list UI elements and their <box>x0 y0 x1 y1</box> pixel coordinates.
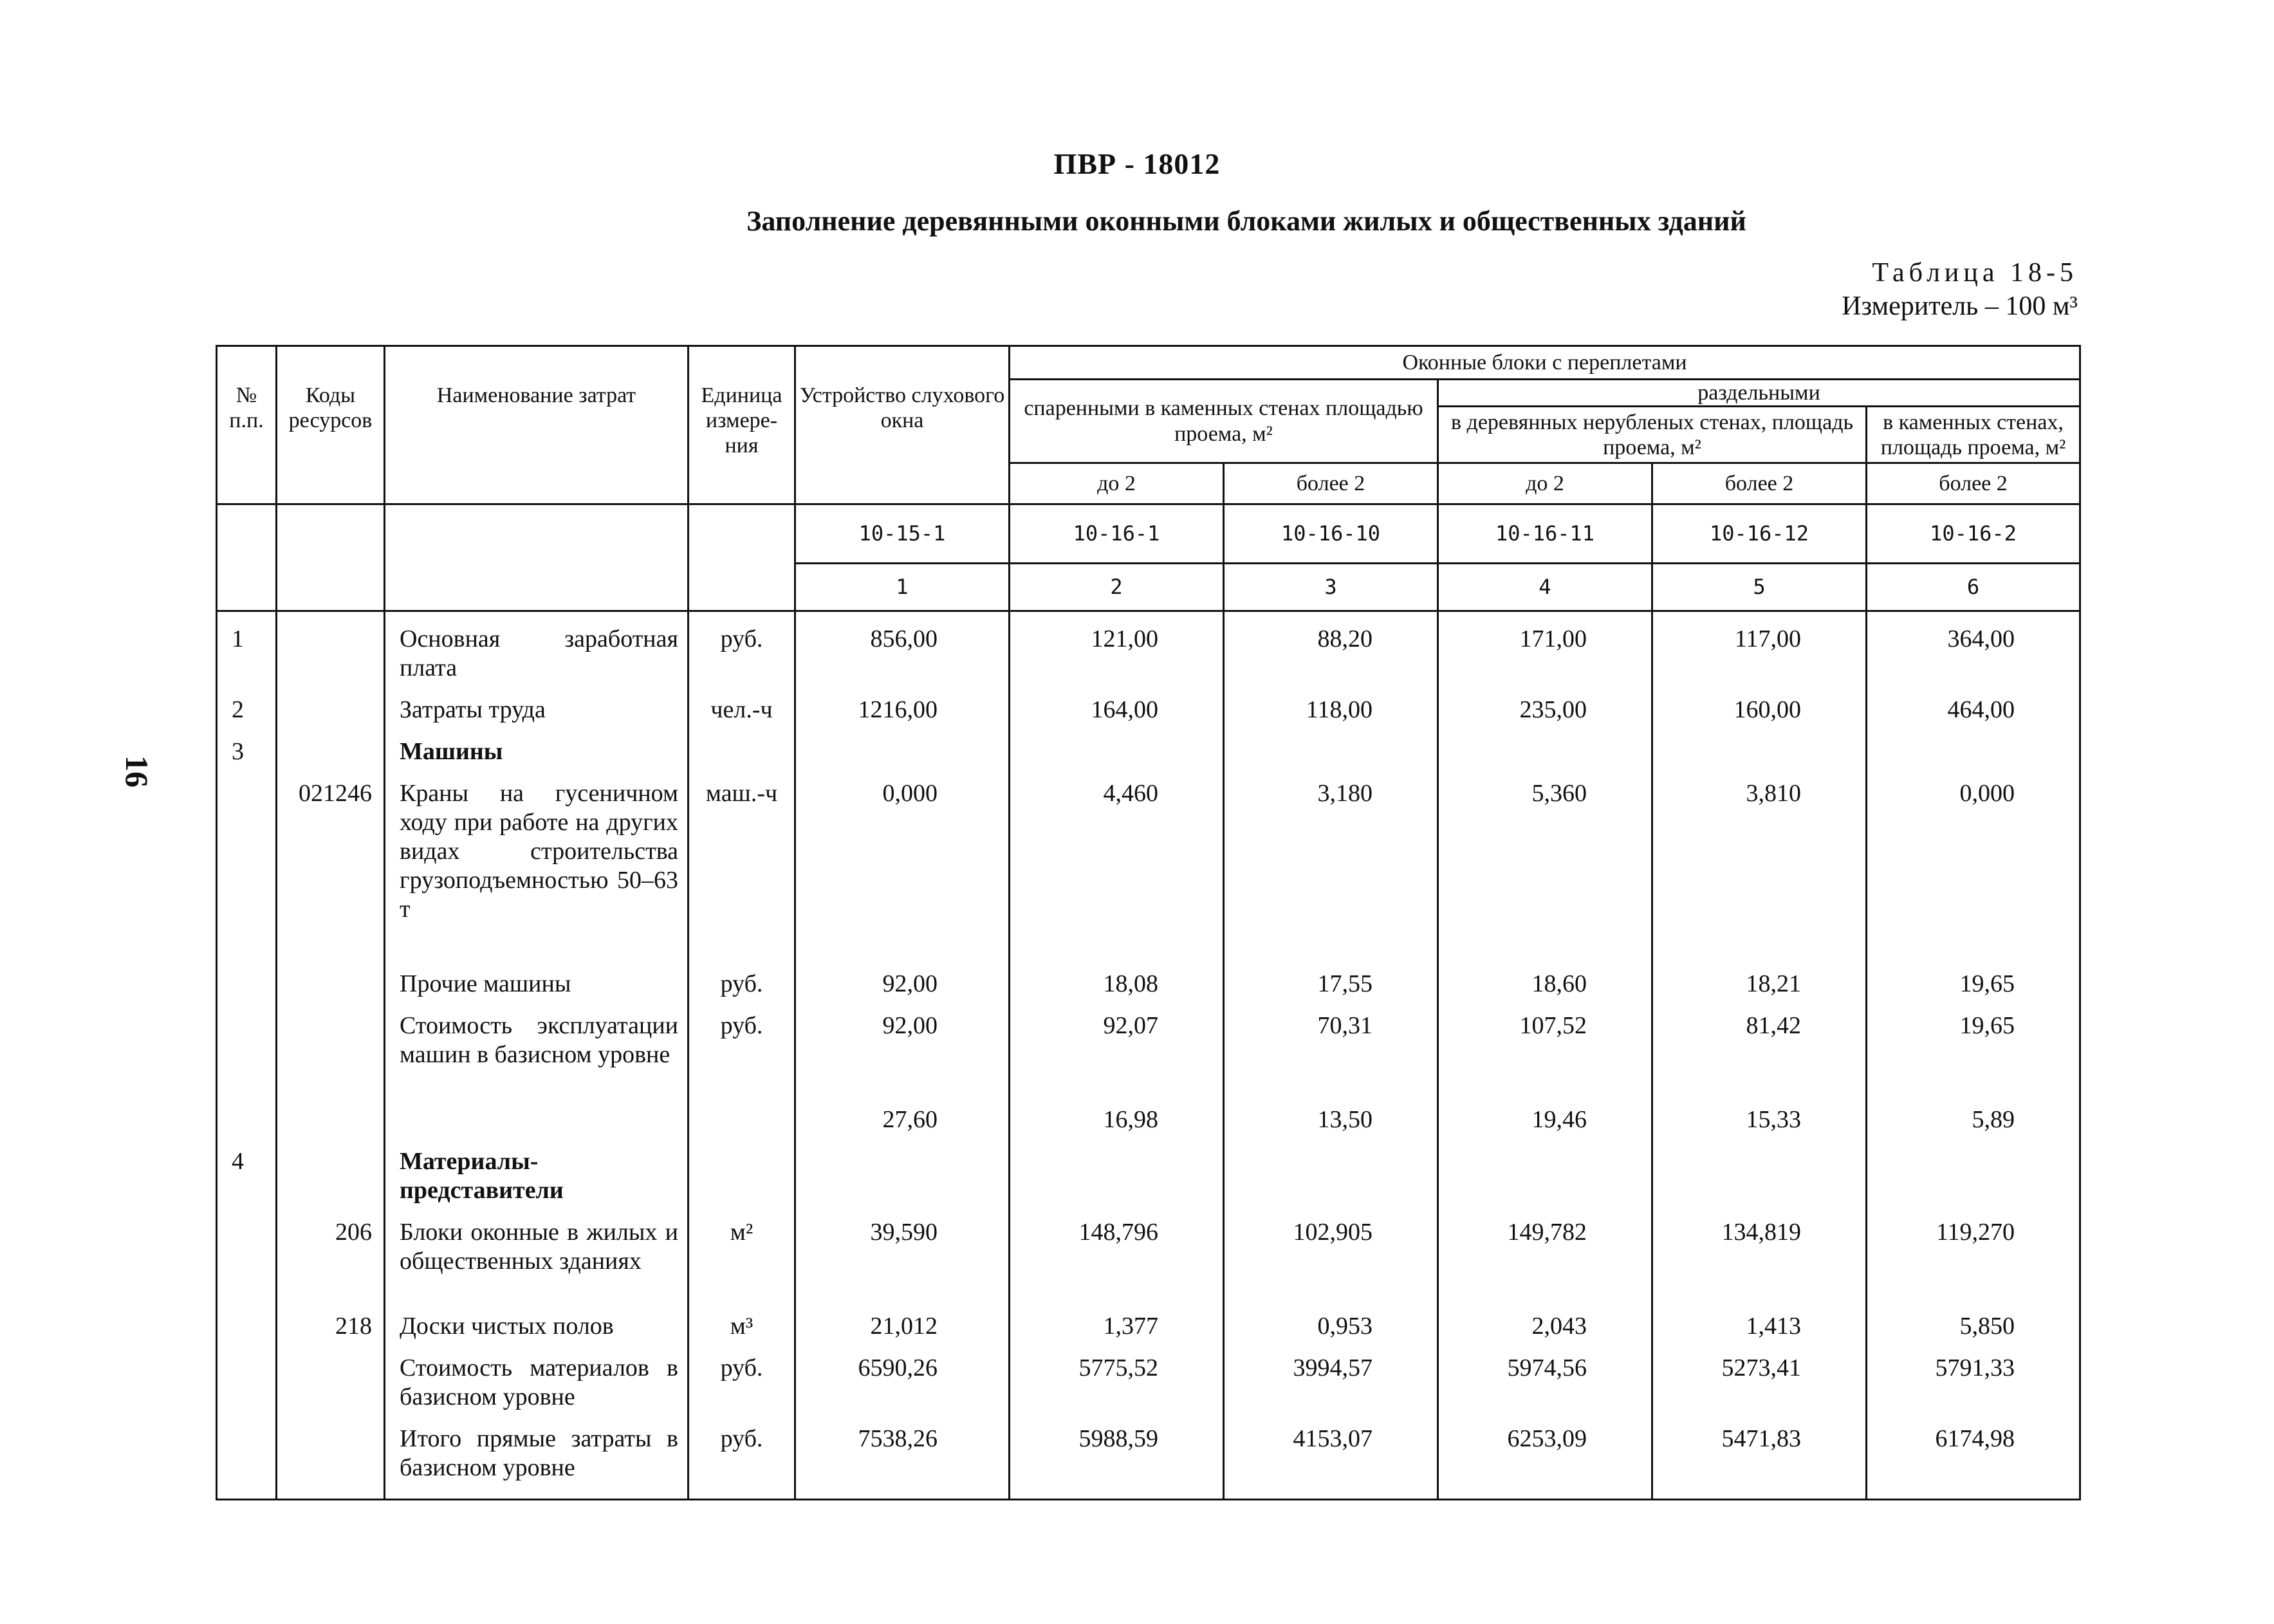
header-blank <box>277 504 385 564</box>
header-stone-walls: в каменных стенах, площадь проема, м² <box>1867 407 2080 463</box>
row-number: 3 <box>217 724 277 766</box>
table-unit: Измеритель – 100 м³ <box>1842 291 2078 321</box>
unit-value: руб. <box>689 1412 795 1499</box>
cost-value: 160,00 <box>1652 683 1867 724</box>
cost-value: 70,31 <box>1224 999 1438 1093</box>
row-number <box>217 1299 277 1341</box>
cost-value: 102,905 <box>1224 1205 1438 1299</box>
row-number <box>217 1093 277 1134</box>
rate-code: 10-16-11 <box>1438 504 1652 564</box>
cost-value: 856,00 <box>795 611 1010 683</box>
header-size: более 2 <box>1867 463 2080 504</box>
cost-value: 5273,41 <box>1652 1341 1867 1412</box>
cost-value: 5988,59 <box>1010 1412 1224 1499</box>
unit-value <box>689 1134 795 1205</box>
cost-value: 118,00 <box>1224 683 1438 724</box>
cost-name: Материалы-представители <box>385 1134 689 1205</box>
table-row <box>217 611 2080 683</box>
cost-name: Основная заработная плата <box>385 611 689 683</box>
unit-value: м² <box>689 1205 795 1299</box>
unit-value: м³ <box>689 1299 795 1341</box>
cost-name: Стоимость эксплуатации машин в базисном уровне <box>385 999 689 1093</box>
cost-value <box>1224 1134 1438 1205</box>
cost-value: 117,00 <box>1652 611 1867 683</box>
resource-code <box>277 611 385 683</box>
cost-value: 19,65 <box>1867 999 2080 1093</box>
table-row <box>217 724 2080 766</box>
cost-value: 4,460 <box>1010 766 1224 957</box>
cost-value: 6590,26 <box>795 1341 1010 1412</box>
cost-value: 5,360 <box>1438 766 1652 957</box>
unit-value: маш.-ч <box>689 766 795 957</box>
cost-value: 27,60 <box>795 1093 1010 1134</box>
unit-value <box>689 724 795 766</box>
cost-value: 4153,07 <box>1224 1412 1438 1499</box>
cost-value: 39,590 <box>795 1205 1010 1299</box>
header-blank <box>217 504 277 564</box>
cost-value: 21,012 <box>795 1299 1010 1341</box>
resource-code <box>277 999 385 1093</box>
cost-value: 5471,83 <box>1652 1412 1867 1499</box>
cost-value: 121,00 <box>1010 611 1224 683</box>
header-blank <box>217 564 277 611</box>
cost-value <box>1867 724 2080 766</box>
cost-value: 1,377 <box>1010 1299 1224 1341</box>
cost-value: 119,270 <box>1867 1205 2080 1299</box>
cost-name: Доски чистых полов <box>385 1299 689 1341</box>
cost-value: 171,00 <box>1438 611 1652 683</box>
column-number: 2 <box>1010 564 1224 611</box>
row-number <box>217 1341 277 1412</box>
cost-value <box>1867 1134 2080 1205</box>
header-blank <box>689 504 795 564</box>
cost-value: 16,98 <box>1010 1093 1224 1134</box>
cost-value: 5,89 <box>1867 1093 2080 1134</box>
header-unit: Единица измере- ния <box>689 346 795 504</box>
unit-value <box>689 1093 795 1134</box>
unit-value: чел.-ч <box>689 683 795 724</box>
cost-value: 1,413 <box>1652 1299 1867 1341</box>
cost-value: 19,46 <box>1438 1093 1652 1134</box>
cost-table <box>216 345 2081 1500</box>
rate-code: 10-16-10 <box>1224 504 1438 564</box>
table-row <box>217 683 2080 724</box>
table-row <box>217 766 2080 957</box>
cost-value <box>1438 724 1652 766</box>
column-number: 5 <box>1652 564 1867 611</box>
cost-name: Прочие машины <box>385 957 689 999</box>
column-number: 6 <box>1867 564 2080 611</box>
unit-value: руб. <box>689 1341 795 1412</box>
cost-value: 19,65 <box>1867 957 2080 999</box>
cost-value: 149,782 <box>1438 1205 1652 1299</box>
header-dormer: Устройство слухового окна <box>795 346 1010 504</box>
resource-code <box>277 724 385 766</box>
row-number: 1 <box>217 611 277 683</box>
header-wood-walls: в деревянных нерубленых стенах, площадь проема, м² <box>1438 407 1867 463</box>
cost-value: 364,00 <box>1867 611 2080 683</box>
cost-value: 13,50 <box>1224 1093 1438 1134</box>
cost-value: 88,20 <box>1224 611 1438 683</box>
cost-value <box>1224 724 1438 766</box>
resource-code: 218 <box>277 1299 385 1341</box>
cost-value: 3,180 <box>1224 766 1438 957</box>
cost-name: Итого прямые затраты в базисном уровне <box>385 1412 689 1499</box>
table-row <box>217 1134 2080 1205</box>
resource-code <box>277 1093 385 1134</box>
cost-value: 92,00 <box>795 957 1010 999</box>
cost-value: 164,00 <box>1010 683 1224 724</box>
table-name: Таблица 18-5 <box>1872 258 2078 288</box>
rate-code: 10-16-1 <box>1010 504 1224 564</box>
cost-value: 107,52 <box>1438 999 1652 1093</box>
cost-value <box>1010 1134 1224 1205</box>
cost-value: 7538,26 <box>795 1412 1010 1499</box>
row-number <box>217 1205 277 1299</box>
cost-value: 3,810 <box>1652 766 1867 957</box>
cost-name: Стоимость материалов в базисном уровне <box>385 1341 689 1412</box>
cost-value: 81,42 <box>1652 999 1867 1093</box>
cost-value: 6253,09 <box>1438 1412 1652 1499</box>
row-number: 4 <box>217 1134 277 1205</box>
resource-code: 021246 <box>277 766 385 957</box>
header-windows-group: Оконные блоки с переплетами <box>1010 346 2080 380</box>
document-subtitle: Заполнение деревянными оконными блоками жилых и общественных зданий <box>746 205 1746 237</box>
cost-value: 5974,56 <box>1438 1341 1652 1412</box>
table-row <box>217 1341 2080 1412</box>
cost-value: 18,21 <box>1652 957 1867 999</box>
header-blank <box>385 504 689 564</box>
cost-name: Машины <box>385 724 689 766</box>
header-name: Наименование затрат <box>385 346 689 504</box>
cost-value: 0,000 <box>795 766 1010 957</box>
resource-code <box>277 1341 385 1412</box>
cost-value: 235,00 <box>1438 683 1652 724</box>
row-number <box>217 1412 277 1499</box>
header-size: более 2 <box>1652 463 1867 504</box>
cost-value <box>1010 724 1224 766</box>
resource-code <box>277 957 385 999</box>
table-row <box>217 1412 2080 1499</box>
cost-value: 3994,57 <box>1224 1341 1438 1412</box>
resource-code: 206 <box>277 1205 385 1299</box>
table-row <box>217 1205 2080 1299</box>
cost-value: 18,08 <box>1010 957 1224 999</box>
cost-value: 2,043 <box>1438 1299 1652 1341</box>
cost-value: 17,55 <box>1224 957 1438 999</box>
header-size: до 2 <box>1010 463 1224 504</box>
cost-value: 1216,00 <box>795 683 1010 724</box>
cost-value: 148,796 <box>1010 1205 1224 1299</box>
cost-name <box>385 1093 689 1134</box>
header-num: № п.п. <box>217 346 277 504</box>
row-number: 2 <box>217 683 277 724</box>
unit-value: руб. <box>689 611 795 683</box>
page-number: 16 <box>119 755 155 788</box>
header-blank <box>689 564 795 611</box>
cost-value: 6174,98 <box>1867 1412 2080 1499</box>
resource-code <box>277 683 385 724</box>
cost-value: 0,953 <box>1224 1299 1438 1341</box>
resource-code <box>277 1412 385 1499</box>
cost-name: Затраты труда <box>385 683 689 724</box>
cost-value <box>795 724 1010 766</box>
cost-value: 92,00 <box>795 999 1010 1093</box>
cost-value: 92,07 <box>1010 999 1224 1093</box>
table-row <box>217 1093 2080 1134</box>
cost-value: 134,819 <box>1652 1205 1867 1299</box>
document-title: ПВР - 18012 <box>1053 147 1221 180</box>
table-body <box>217 611 2080 1500</box>
cost-value <box>1438 1134 1652 1205</box>
header-codes: Коды ресурсов <box>277 346 385 504</box>
table-row <box>217 999 2080 1093</box>
cost-value <box>1652 724 1867 766</box>
cost-value: 5791,33 <box>1867 1341 2080 1412</box>
row-number <box>217 999 277 1093</box>
unit-value: руб. <box>689 957 795 999</box>
cost-value: 15,33 <box>1652 1093 1867 1134</box>
table-row <box>217 1299 2080 1341</box>
column-number: 4 <box>1438 564 1652 611</box>
cost-value: 5,850 <box>1867 1299 2080 1341</box>
rate-code: 10-15-1 <box>795 504 1010 564</box>
header-blank <box>385 564 689 611</box>
column-number: 1 <box>795 564 1010 611</box>
row-number <box>217 766 277 957</box>
rate-code: 10-16-12 <box>1652 504 1867 564</box>
cost-value <box>795 1134 1010 1205</box>
header-size: более 2 <box>1224 463 1438 504</box>
row-number <box>217 957 277 999</box>
cost-value: 18,60 <box>1438 957 1652 999</box>
column-number: 3 <box>1224 564 1438 611</box>
cost-value <box>1652 1134 1867 1205</box>
header-separate: раздельными <box>1438 380 2080 407</box>
cost-name: Блоки оконные в жилых и общественных зданиях <box>385 1205 689 1299</box>
header-size: до 2 <box>1438 463 1652 504</box>
table-row <box>217 957 2080 999</box>
cost-name: Краны на гусеничном ходу при работе на других видах строительства грузоподъемностью 50–63 т <box>385 766 689 957</box>
header-blank <box>277 564 385 611</box>
unit-value: руб. <box>689 999 795 1093</box>
resource-code <box>277 1134 385 1205</box>
cost-value: 464,00 <box>1867 683 2080 724</box>
rate-code: 10-16-2 <box>1867 504 2080 564</box>
cost-value: 0,000 <box>1867 766 2080 957</box>
cost-value: 5775,52 <box>1010 1341 1224 1412</box>
header-paired: спаренными в каменных стенах площадью проема, м² <box>1010 380 1438 463</box>
